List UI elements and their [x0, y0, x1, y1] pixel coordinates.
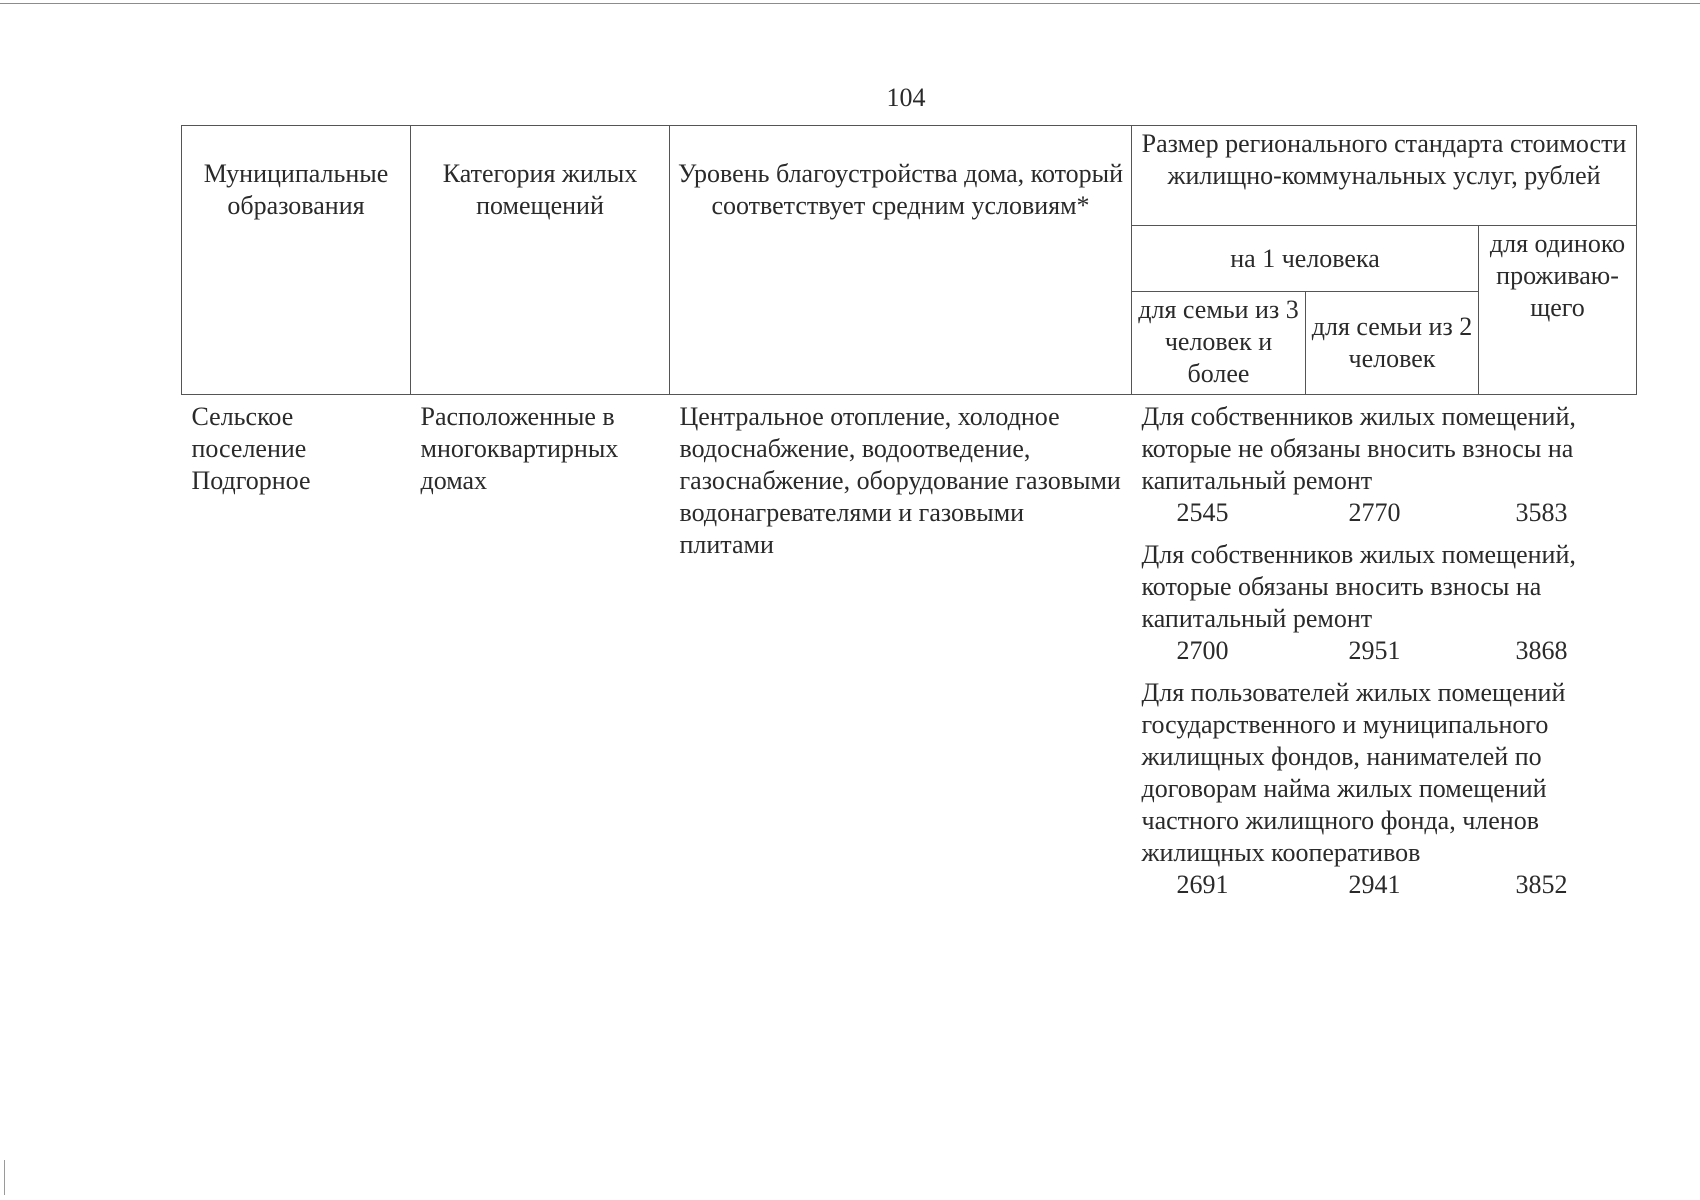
scan-edge-mark [4, 1160, 5, 1195]
cell-rates [1132, 395, 1637, 912]
rate-group-with-capital-repair [1142, 539, 1627, 667]
header-family-3-plus: для семьи из 3 человек и более [1132, 292, 1306, 395]
rate-family-3-plus: 2700 [1176, 636, 1229, 665]
cell-municipality: Сельское поселение Подгорное [191, 402, 311, 495]
rate-group-description: Для собственников жилых помещений, которые обязаны вносить взносы на капитальный ремонт [1141, 540, 1576, 633]
header-municipalities: Муниципальные образования [182, 126, 411, 395]
rate-group-description: Для собственников жилых помещений, которые не обязаны вносить взносы на капитальный ремонт [1141, 402, 1576, 495]
rate-family-3-plus: 2691 [1176, 870, 1229, 899]
rate-single: 3852 [1515, 870, 1568, 899]
header-family-2: для семьи из 2 человек [1306, 292, 1479, 395]
table-row [182, 395, 1637, 912]
header-category: Категория жилых помещений [411, 126, 670, 395]
page-number: 104 [886, 83, 926, 112]
table-header [182, 126, 1637, 395]
cell-category: Расположенные в многоквартирных домах [420, 402, 619, 495]
header-amenities: Уровень благоустройства дома, который соответствует средним условиям* [670, 126, 1132, 395]
rate-family-2: 2951 [1348, 636, 1401, 665]
rate-family-2: 2941 [1348, 870, 1401, 899]
rate-single: 3868 [1515, 636, 1568, 665]
cell-amenities: Центральное отопление, холодное водоснабжение, водоотведение, газоснабжение, оборудование газовыми водонагревателями и газовыми плитами [679, 402, 1121, 559]
rate-group-description: Для пользователей жилых помещений государственного и муниципального жилищных фондов, нанимателей по договорам найма жилых помещений частного жилищного фонда, членов жилищных кооперативов [1141, 678, 1566, 867]
rate-values [1142, 869, 1627, 901]
header-standard-size: Размер регионального стандарта стоимости жилищно-коммунальных услуг, рублей [1132, 126, 1637, 226]
rate-family-2: 2770 [1348, 498, 1401, 527]
rate-family-3-plus: 2545 [1176, 498, 1229, 527]
housing-standard-table [181, 125, 1637, 911]
rate-group-tenants [1142, 677, 1627, 901]
rate-values [1142, 497, 1627, 529]
header-single: для одиноко проживаю-щего [1479, 226, 1637, 395]
rate-single: 3583 [1515, 498, 1568, 527]
rate-group-no-capital-repair [1142, 401, 1627, 529]
rate-values [1142, 635, 1627, 667]
header-per-person: на 1 человека [1132, 226, 1479, 292]
scan-edge-line [0, 3, 1700, 4]
